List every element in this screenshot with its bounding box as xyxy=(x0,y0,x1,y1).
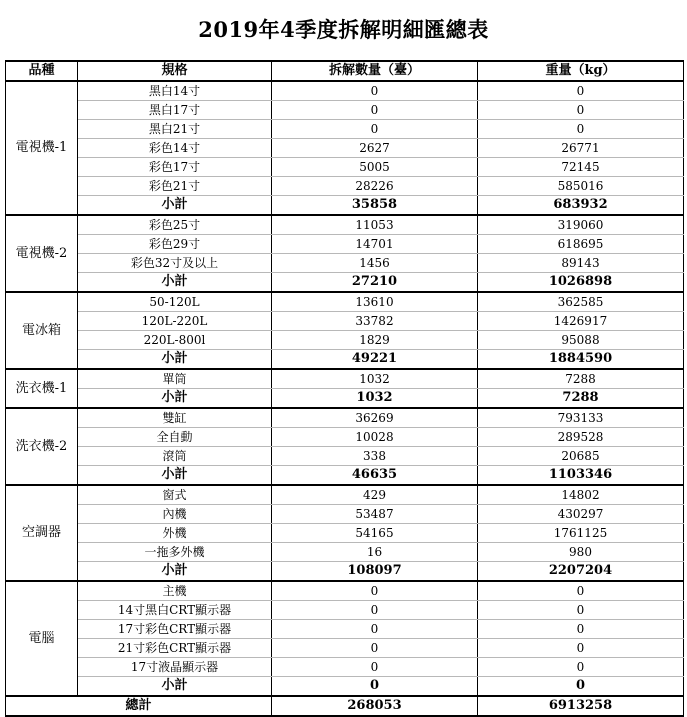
header-category: 品種 xyxy=(6,61,78,81)
table-row xyxy=(6,235,684,254)
spec-cell: 120L-220L xyxy=(78,312,272,331)
weight-cell: 0 xyxy=(478,120,684,139)
table-row xyxy=(6,120,684,139)
count-cell: 16 xyxy=(272,543,478,562)
count-cell: 0 xyxy=(272,81,478,101)
table-row xyxy=(6,215,684,235)
count-cell: 0 xyxy=(272,101,478,120)
weight-cell: 7288 xyxy=(478,369,684,389)
table-row xyxy=(6,601,684,620)
table-row xyxy=(6,254,684,273)
count-cell: 54165 xyxy=(272,524,478,543)
table-row xyxy=(6,81,684,101)
count-cell: 1032 xyxy=(272,369,478,389)
subtotal-weight: 1026898 xyxy=(478,273,684,293)
count-cell: 0 xyxy=(272,581,478,601)
weight-cell: 585016 xyxy=(478,177,684,196)
count-cell: 10028 xyxy=(272,428,478,447)
subtotal-row xyxy=(6,677,684,697)
count-cell: 429 xyxy=(272,485,478,505)
table-row xyxy=(6,543,684,562)
spec-cell: 彩色17寸 xyxy=(78,158,272,177)
grand-total-row xyxy=(6,696,684,716)
subtotal-count: 46635 xyxy=(272,466,478,486)
count-cell: 14701 xyxy=(272,235,478,254)
category-cell: 電腦 xyxy=(6,581,78,696)
subtotal-row xyxy=(6,389,684,409)
subtotal-row xyxy=(6,466,684,486)
table-row xyxy=(6,581,684,601)
subtotal-count: 108097 xyxy=(272,562,478,582)
subtotal-count: 27210 xyxy=(272,273,478,293)
weight-cell: 0 xyxy=(478,658,684,677)
weight-cell: 980 xyxy=(478,543,684,562)
weight-cell: 1761125 xyxy=(478,524,684,543)
count-cell: 36269 xyxy=(272,408,478,428)
spec-cell: 17寸液晶顯示器 xyxy=(78,658,272,677)
table-row xyxy=(6,331,684,350)
header-spec: 規格 xyxy=(78,61,272,81)
weight-cell: 0 xyxy=(478,581,684,601)
count-cell: 13610 xyxy=(272,292,478,312)
spec-cell: 彩色25寸 xyxy=(78,215,272,235)
weight-cell: 0 xyxy=(478,620,684,639)
weight-cell: 20685 xyxy=(478,447,684,466)
subtotal-weight: 7288 xyxy=(478,389,684,409)
category-cell: 洗衣機-2 xyxy=(6,408,78,485)
table-row xyxy=(6,447,684,466)
count-cell: 0 xyxy=(272,601,478,620)
spec-cell: 彩色32寸及以上 xyxy=(78,254,272,273)
subtotal-weight: 683932 xyxy=(478,196,684,216)
subtotal-weight: 1884590 xyxy=(478,350,684,370)
count-cell: 2627 xyxy=(272,139,478,158)
table-body xyxy=(6,81,684,716)
weight-cell: 362585 xyxy=(478,292,684,312)
subtotal-label: 小計 xyxy=(78,389,272,409)
subtotal-label: 小計 xyxy=(78,273,272,293)
weight-cell: 618695 xyxy=(478,235,684,254)
weight-cell: 0 xyxy=(478,81,684,101)
spec-cell: 主機 xyxy=(78,581,272,601)
spec-cell: 雙缸 xyxy=(78,408,272,428)
count-cell: 0 xyxy=(272,620,478,639)
table-row xyxy=(6,524,684,543)
table-row xyxy=(6,485,684,505)
weight-cell: 0 xyxy=(478,101,684,120)
spec-cell: 內機 xyxy=(78,505,272,524)
subtotal-label: 小計 xyxy=(78,350,272,370)
spec-cell: 黑白17寸 xyxy=(78,101,272,120)
spec-cell: 外機 xyxy=(78,524,272,543)
table-row xyxy=(6,158,684,177)
spec-cell: 14寸黑白CRT顯示器 xyxy=(78,601,272,620)
subtotal-count: 1032 xyxy=(272,389,478,409)
weight-cell: 89143 xyxy=(478,254,684,273)
grand-total-label: 總計 xyxy=(6,696,272,716)
table-row xyxy=(6,177,684,196)
weight-cell: 72145 xyxy=(478,158,684,177)
category-cell: 電視機-2 xyxy=(6,215,78,292)
spec-cell: 窗式 xyxy=(78,485,272,505)
count-cell: 0 xyxy=(272,639,478,658)
subtotal-count: 0 xyxy=(272,677,478,697)
count-cell: 1829 xyxy=(272,331,478,350)
category-cell: 空調器 xyxy=(6,485,78,581)
subtotal-weight: 1103346 xyxy=(478,466,684,486)
spec-cell: 全自動 xyxy=(78,428,272,447)
table-row xyxy=(6,658,684,677)
subtotal-row xyxy=(6,562,684,582)
subtotal-row xyxy=(6,196,684,216)
table-row xyxy=(6,369,684,389)
weight-cell: 430297 xyxy=(478,505,684,524)
table-row xyxy=(6,505,684,524)
subtotal-weight: 2207204 xyxy=(478,562,684,582)
table-row xyxy=(6,312,684,331)
grand-total-weight: 6913258 xyxy=(478,696,684,716)
weight-cell: 319060 xyxy=(478,215,684,235)
subtotal-label: 小計 xyxy=(78,196,272,216)
spec-cell: 17寸彩色CRT顯示器 xyxy=(78,620,272,639)
category-cell: 洗衣機-1 xyxy=(6,369,78,408)
subtotal-count: 35858 xyxy=(272,196,478,216)
count-cell: 0 xyxy=(272,658,478,677)
subtotal-weight: 0 xyxy=(478,677,684,697)
count-cell: 5005 xyxy=(272,158,478,177)
subtotal-label: 小計 xyxy=(78,677,272,697)
count-cell: 53487 xyxy=(272,505,478,524)
spec-cell: 220L-800l xyxy=(78,331,272,350)
spec-cell: 黑白21寸 xyxy=(78,120,272,139)
spec-cell: 滾筒 xyxy=(78,447,272,466)
weight-cell: 0 xyxy=(478,639,684,658)
spec-cell: 黑白14寸 xyxy=(78,81,272,101)
grand-total-count: 268053 xyxy=(272,696,478,716)
subtotal-label: 小計 xyxy=(78,562,272,582)
count-cell: 28226 xyxy=(272,177,478,196)
dismantling-summary-table xyxy=(5,60,684,717)
page-title: 2019年4季度拆解明細匯總表 xyxy=(198,17,489,42)
weight-cell: 14802 xyxy=(478,485,684,505)
count-cell: 11053 xyxy=(272,215,478,235)
count-cell: 338 xyxy=(272,447,478,466)
table-row xyxy=(6,292,684,312)
spec-cell: 21寸彩色CRT顯示器 xyxy=(78,639,272,658)
header-weight: 重量（kg） xyxy=(478,61,684,81)
table-row xyxy=(6,139,684,158)
weight-cell: 1426917 xyxy=(478,312,684,331)
spec-cell: 彩色21寸 xyxy=(78,177,272,196)
weight-cell: 95088 xyxy=(478,331,684,350)
table-row xyxy=(6,428,684,447)
spec-cell: 彩色29寸 xyxy=(78,235,272,254)
table-row xyxy=(6,639,684,658)
spec-cell: 50-120L xyxy=(78,292,272,312)
count-cell: 0 xyxy=(272,120,478,139)
weight-cell: 0 xyxy=(478,601,684,620)
subtotal-row xyxy=(6,273,684,293)
category-cell: 電視機-1 xyxy=(6,81,78,215)
count-cell: 1456 xyxy=(272,254,478,273)
subtotal-row xyxy=(6,350,684,370)
weight-cell: 26771 xyxy=(478,139,684,158)
weight-cell: 793133 xyxy=(478,408,684,428)
weight-cell: 289528 xyxy=(478,428,684,447)
spec-cell: 單筒 xyxy=(78,369,272,389)
spec-cell: 彩色14寸 xyxy=(78,139,272,158)
subtotal-label: 小計 xyxy=(78,466,272,486)
subtotal-count: 49221 xyxy=(272,350,478,370)
table-row xyxy=(6,620,684,639)
table-row xyxy=(6,408,684,428)
count-cell: 33782 xyxy=(272,312,478,331)
table-row xyxy=(6,101,684,120)
header-count: 拆解數量（臺） xyxy=(272,61,478,81)
spec-cell: 一拖多外機 xyxy=(78,543,272,562)
category-cell: 電冰箱 xyxy=(6,292,78,369)
header-row xyxy=(6,61,684,81)
